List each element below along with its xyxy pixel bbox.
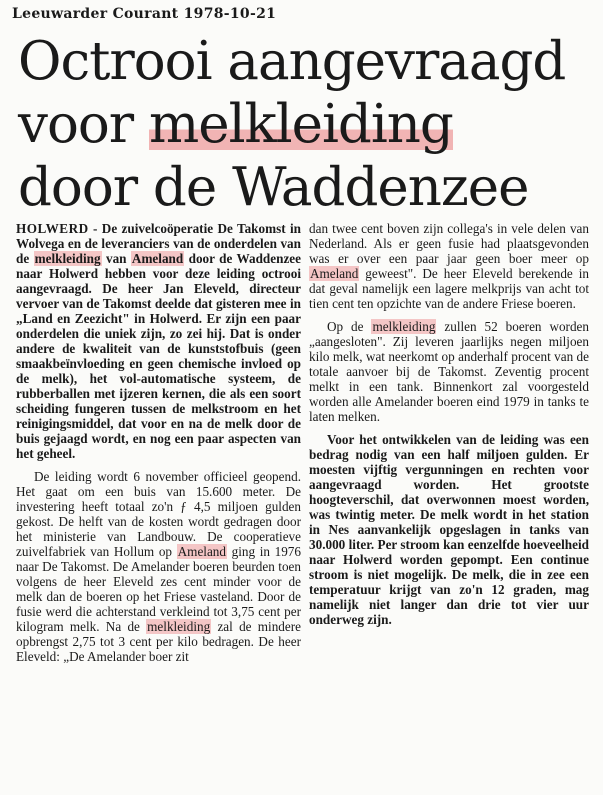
body-text-b: zullen 52 boeren worden „aangesloten". Zij leveren jaarlijks negen miljoen kilo melk, wat neerkomt op anderhalf procent van de totale aanvoer bij de Takomst. Zeventig procent melkt in een tank. Binnenkort zal voorgesteld worden alle Amelander boeren eind 1979 in tanks te laten melken. <box>309 319 589 424</box>
highlight-ameland: Ameland <box>131 251 184 266</box>
highlight-ameland: Ameland <box>310 266 359 281</box>
body-paragraph <box>16 469 301 664</box>
article-column-left <box>16 221 301 664</box>
lead-text-c: door de Waddenzee naar Holwerd hebben voor deze leiding octrooi aangevraagd. De heer Jan Eleveld, directeur vervoer van de Takomst deelde dat gisteren mee in „Land en Zeezicht" in Holwerd. Er zijn een paar onderdelen die uniek zijn, zo zei hij. Dat is onder andere de kwaliteit van de kunststofbuis (geen smaakbeïnvloeding en geen chemische invloed op de melk), het vol-automatische systeem, de rubberballen met ijzeren kernen, die als een soort scheiding fungeren tussen de melkstroom en het reinigingsmiddel, dat voor en na de melk door de buis gejaagd wordt, en nog een paar aspecten van het geheel. <box>16 251 302 461</box>
headline-line-1: Octrooi aangevraagd <box>18 31 566 92</box>
source-caption: Leeuwarder Courant 1978-10-21 <box>12 6 277 22</box>
lead-paragraph <box>16 221 301 461</box>
body-text-b: ging in 1976 naar De Takomst. De Amelander boeren beurden toen volgens de heer Eleveld zes cent minder voor de melk dan de boeren op het Friese vasteland. Door de fusie werd die achterstand verkleind tot 3,75 cent per kilogram melk. Na de <box>16 544 301 634</box>
highlight-ameland: Ameland <box>177 544 226 559</box>
headline-line-3: door de Waddenzee <box>18 157 529 218</box>
highlight-melkleiding: melkleiding <box>147 619 211 634</box>
article-column-right <box>309 221 589 627</box>
lead-text-b: van <box>101 251 131 266</box>
body-text-a: dan twee cent boven zijn collega's in vele delen van Nederland. Als er geen fusie had plaatsgevonden was er over een paar jaar geen boer meer op <box>309 221 589 266</box>
body-text-c: zal de mindere opbrengst 2,75 tot 3 cent per kilo bedragen. De heer Eleveld: „De Amelander boer zit <box>16 619 301 664</box>
body-text-b: geweest". De heer Eleveld berekende in dat geval namelijk een lagere melkprijs van acht tot tien cent ten opzichte van de andere Friese boeren. <box>309 266 589 311</box>
body-text-a: Op de <box>327 319 372 334</box>
body-paragraph <box>309 319 589 424</box>
body-text-a: De leiding wordt 6 november officieel geopend. Het gaat om een buis van 15.600 meter. De investering heeft totaal zo'n ƒ 4,5 miljoen gulden gekost. De helft van de kosten wordt gedragen door het ministerie van Landbouw. De cooperatieve zuivelfabriek van Hollum op <box>16 469 301 559</box>
bold-paragraph: Voor het ontwikkelen van de leiding was een bedrag nodig van een half miljoen gulden. Er moesten vijftig vergunningen en rechten voor aangevraagd worden. Het grootste hoogteverschil, dat overwonnen moest worden, was twintig meter. De melk wordt in het station in Nes aanvankelijk opgeslagen in tanks van 30.000 liter. Per stroom kan eenzelfde hoeveelheid naar Holwerd worden gepompt. Een continue stroom is niet mogelijk. De melk, die in zee een temperatuur krijgt van zo'n 12 graden, mag namelijk niet langer dan drie tot vier uur onderweg zijn. <box>309 432 589 627</box>
highlight-melkleiding: melkleiding <box>34 251 101 266</box>
body-paragraph <box>309 221 589 311</box>
headline-line-2 <box>18 93 598 156</box>
dateline: HOLWERD <box>16 221 89 236</box>
headline-highlight-term: melkleiding <box>148 94 453 155</box>
highlight-melkleiding: melkleiding <box>372 319 436 334</box>
lead-text-a: - De zuivelcoöperatie De Takomst in Wolvega en de leveranciers van de onderdelen van de <box>16 221 301 266</box>
headline-line-2-prefix: voor <box>18 94 149 155</box>
headline <box>18 30 598 219</box>
